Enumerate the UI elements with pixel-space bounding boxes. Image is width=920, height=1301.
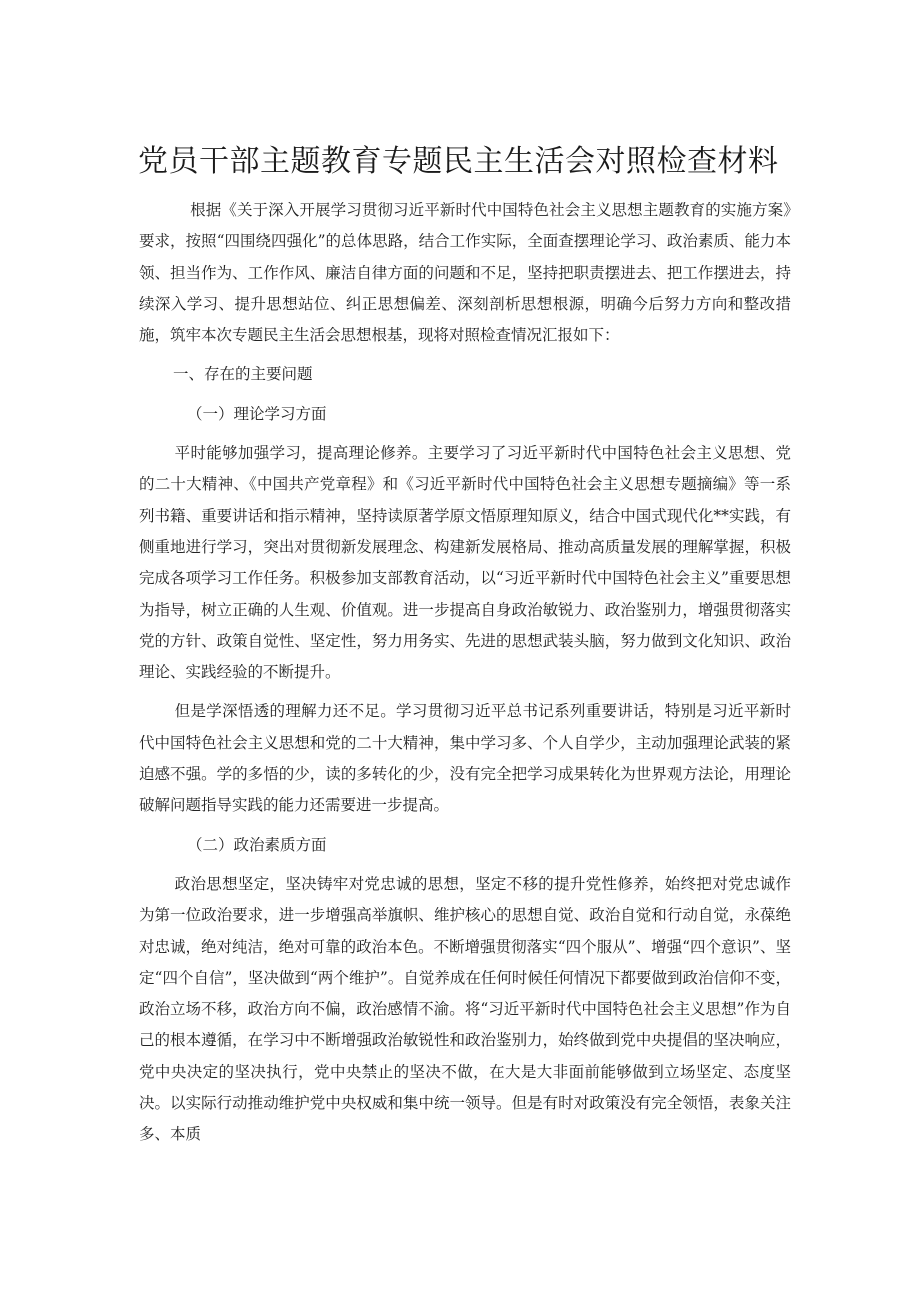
intro-paragraph: 根据《关于深入开展学习贯彻习近平新时代中国特色社会主义思想主题教育的实施方案》要求，按照“四围绕四强化”的总体思路，结合工作实际，全面查摆理论学习、政治素质、能力本领、担当作为、工作作风、廉洁自律方面的问题和不足，坚持把职责摆进去、把工作摆进去，持续深入学习、提升思想站位、纠正思想偏差、深刻剖析思想根源，明确今后努力方向和整改措施，筑牢本次专题民主生活会思想根基，现将对照检查情况汇报如下： (139, 201, 791, 345)
political-quality-paragraph-1: 政治思想坚定，坚决铸牢对党忠诚的思想，坚定不移的提升党性修养，始终把对党忠诚作为第一位政治要求，进一步增强高举旗帜、维护核心的思想自觉、政治自觉和行动自觉，永葆绝对忠诚，绝对纯洁，绝对可靠的政治本色。不断增强贯彻落实“四个服从”、增强“四个意识”、坚定“四个自信”，坚决做到“两个维护”。自觉养成在任何时候任何情况下都要做到政治信仰不变，政治立场不移，政治方向不偏，政治感情不渝。将“习近平新时代中国特色社会主义思想”作为自己的根本遵循，在学习中不断增强政治敏锐性和政治鉴别力，始终做到党中央提倡的坚决响应，党中央决定的坚决执行，党中央禁止的坚决不做，在大是大非面前能够做到立场坚定、态度坚决。以实际行动推动维护党中央权威和集中统一领导。但是有时对政策没有完全领悟，表象关注多、本质 (139, 874, 791, 1144)
section-heading-main-problems: 一、存在的主要问题 (173, 365, 313, 384)
document-body (139, 195, 791, 1151)
subsection-heading-political-quality: （二）政治素质方面 (187, 835, 327, 854)
document-title: 党员干部主题教育专题民主生活会对照检查材料 (138, 144, 779, 179)
subsection-heading-theory-study: （一）理论学习方面 (187, 404, 327, 423)
theory-study-paragraph-2: 但是学深悟透的理解力还不足。学习贯彻习近平总书记系列重要讲话，特别是习近平新时代中国特色社会主义思想和党的二十大精神，集中学习多、个人自学少，主动加强理论武装的紧迫感不强。学的多悟的少，读的多转化的少，没有完全把学习成果转化为世界观方法论，用理论破解问题指导实践的能力还需要进一步提高。 (139, 702, 791, 815)
theory-study-paragraph-1: 平时能够加强学习，提高理论修养。主要学习了习近平新时代中国特色社会主义思想、党的二十大精神、《中国共产党章程》和《习近平新时代中国特色社会主义思想专题摘编》等一系列书籍、重要讲话和指示精神，坚持读原著学原文悟原理知原义，结合中国式现代化**实践，有侧重地进行学习，突出对贯彻新发展理念、构建新发展格局、推动高质量发展的理解掌握，积极完成各项学习工作任务。积极参加支部教育活动，以“习近平新时代中国特色社会主义”重要思想为指导，树立正确的人生观、价值观。进一步提高自身政治敏锐力、政治鉴别力，增强贯彻落实党的方针、政策自觉性、坚定性，努力用务实、先进的思想武装头脑，努力做到文化知识、政治理论、实践经验的不断提升。 (139, 444, 791, 682)
